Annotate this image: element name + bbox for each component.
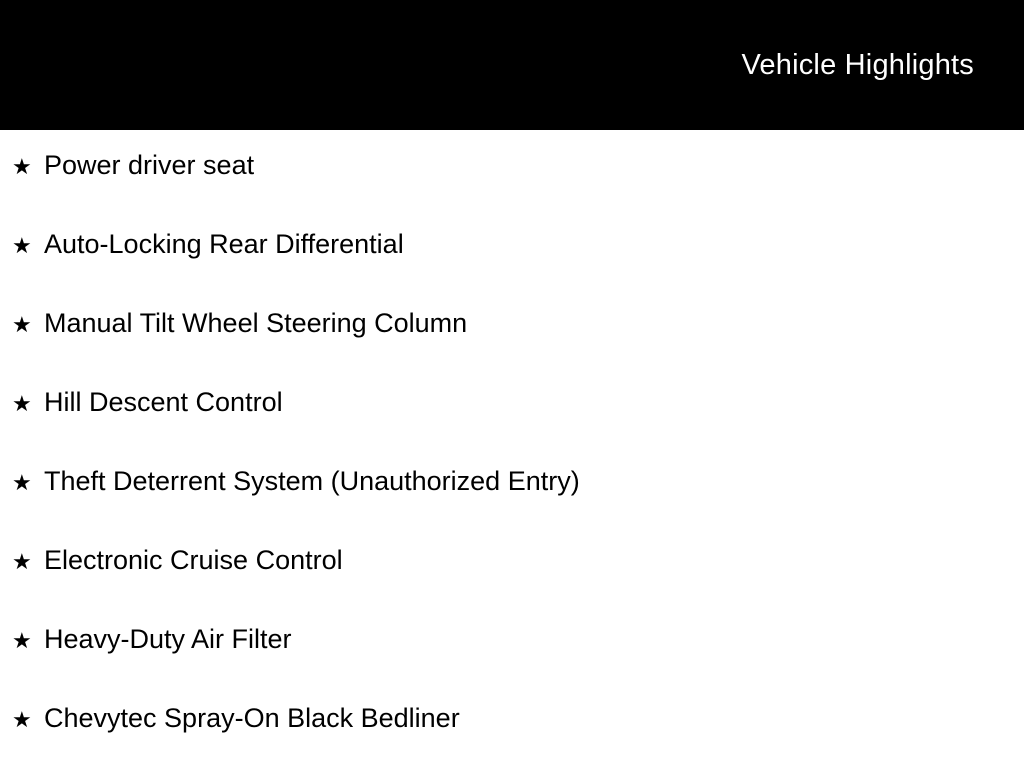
list-item — [0, 705, 1024, 784]
list-item-label: Chevytec Spray-On Black Bedliner — [44, 703, 460, 733]
page-title: Vehicle Highlights — [741, 48, 974, 81]
list-item — [0, 310, 1024, 389]
star-icon: ★ — [12, 549, 32, 574]
list-item-label: Theft Deterrent System (Unauthorized Entry) — [44, 466, 580, 496]
list-item-label: Power driver seat — [44, 150, 255, 180]
star-icon: ★ — [12, 470, 32, 495]
list-item-label: Manual Tilt Wheel Steering Column — [44, 308, 468, 338]
vehicle-highlights-list — [0, 130, 1024, 784]
star-icon: ★ — [12, 628, 32, 653]
star-icon: ★ — [12, 233, 32, 258]
list-item-label: Electronic Cruise Control — [44, 545, 343, 575]
list-item — [0, 468, 1024, 547]
list-item — [0, 152, 1024, 231]
list-item-label: Heavy-Duty Air Filter — [44, 624, 292, 654]
list-item-label: Hill Descent Control — [44, 387, 283, 417]
list-item — [0, 547, 1024, 626]
page-header — [0, 0, 1024, 130]
list-item — [0, 231, 1024, 310]
list-item — [0, 626, 1024, 705]
star-icon: ★ — [12, 707, 32, 732]
list-item — [0, 389, 1024, 468]
list-item-label: Auto-Locking Rear Differential — [44, 229, 404, 259]
star-icon: ★ — [12, 312, 32, 337]
star-icon: ★ — [12, 154, 32, 179]
star-icon: ★ — [12, 391, 32, 416]
